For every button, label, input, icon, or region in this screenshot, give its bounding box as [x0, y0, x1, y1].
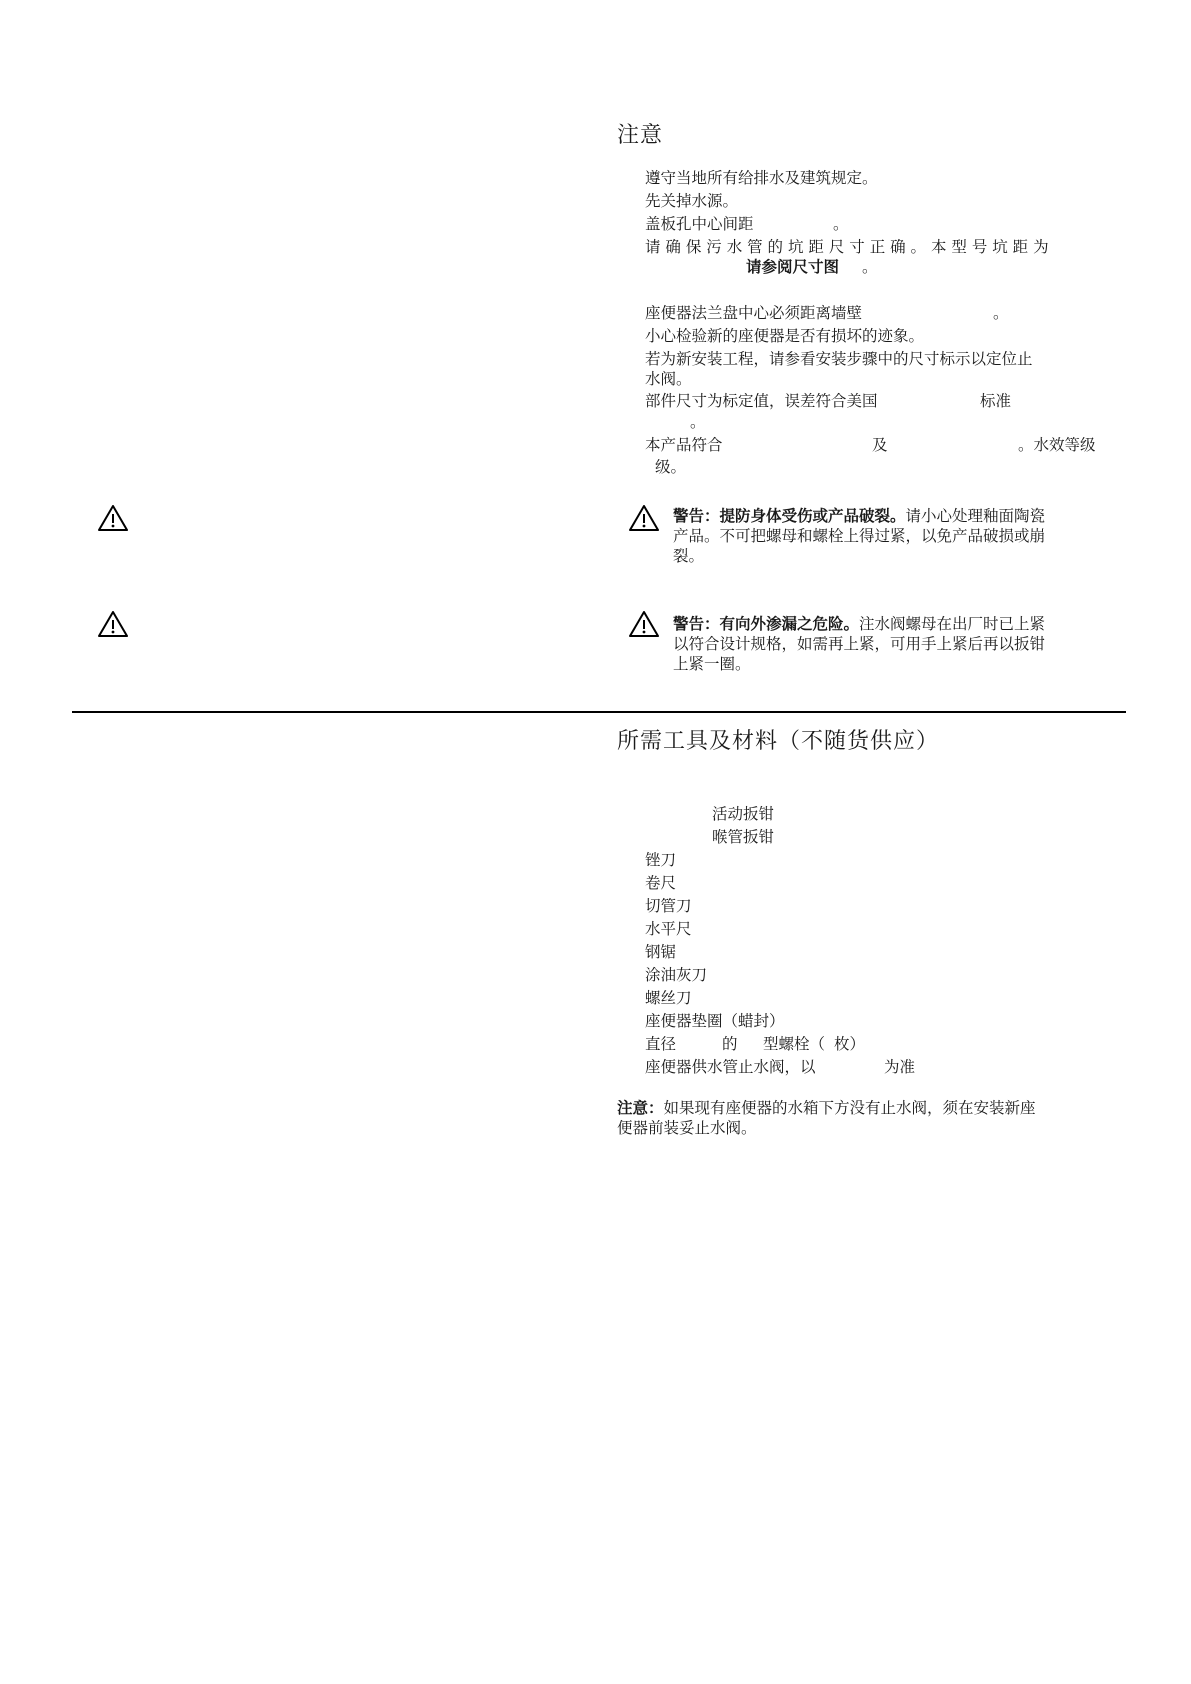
warning-2-line2: 以符合设计规格，如需再上紧，可用手上紧后再以扳钳	[673, 635, 1046, 653]
tool-item-5: 切管刀	[645, 897, 692, 915]
notice-item-1: 遵守当地所有给排水及建筑规定。	[645, 169, 878, 187]
notice-item-8-std: 标准	[980, 392, 1012, 410]
notice-item-4-ref: 请参阅尺寸图	[746, 258, 840, 276]
tool-item-2: 喉管扳钳	[712, 828, 775, 846]
warning-2-text	[673, 614, 1111, 674]
tool-item-8: 涂油灰刀	[645, 966, 708, 984]
tool-item-7: 钢锯	[645, 943, 677, 961]
notice-item-9-end: 级。	[655, 458, 687, 476]
tool-item-11-a: 直径	[645, 1035, 677, 1053]
tool-item-12-b: 为准	[884, 1058, 916, 1076]
warning-triangle-icon	[628, 610, 660, 638]
notice-item-7: 若为新安装工程，请参看安装步骤中的尺寸标示以定位止	[645, 350, 1033, 368]
tool-item-11-c: 型螺栓（	[763, 1035, 826, 1053]
notice-item-9: 本产品符合	[645, 436, 723, 454]
warning-1-text	[673, 506, 1111, 566]
tool-item-1: 活动扳钳	[712, 805, 775, 823]
tool-item-3: 锉刀	[645, 851, 677, 869]
section-divider	[72, 711, 1126, 713]
tool-item-12-a: 座便器供水管止水阀，以	[645, 1058, 816, 1076]
warning-triangle-icon	[97, 610, 129, 638]
tool-item-11-b: 的	[722, 1035, 738, 1053]
warning-1-line3: 裂。	[673, 547, 705, 565]
warning-1-line1: 请小心处理釉面陶瓷	[905, 507, 1046, 525]
tools-note-line2: 便器前装妥止水阀。	[617, 1119, 757, 1137]
tools-note-line1: 如果现有座便器的水箱下方没有止水阀，须在安装新座	[663, 1099, 1036, 1117]
notice-item-6: 小心检验新的座便器是否有损坏的迹象。	[645, 327, 925, 345]
warning-triangle-icon	[97, 504, 129, 532]
tools-heading: 所需工具及材料（不随货供应）	[617, 729, 940, 754]
notice-item-5: 座便器法兰盘中心必须距离墙壁	[645, 304, 863, 322]
notice-item-3: 盖板孔中心间距	[645, 215, 754, 233]
notice-item-3-end: 。	[833, 215, 849, 233]
warning-1-title: 警告：提防身体受伤或产品破裂。	[673, 507, 906, 525]
tool-item-10: 座便器垫圈（蜡封）	[645, 1012, 785, 1030]
notice-item-9-and: 及	[872, 436, 888, 454]
warning-1-line2: 产品。不可把螺母和螺栓上得过紧，以免产品破损或崩	[673, 527, 1046, 545]
notice-item-4: 请 确 保 污 水 管 的 坑 距 尺 寸 正 确 。 本 型 号 坑 距 为	[645, 238, 1049, 256]
notice-item-5-end: 。	[993, 304, 1009, 322]
tools-note-label: 注意：	[617, 1099, 664, 1117]
notice-item-4-end: 。	[862, 258, 878, 276]
notice-item-9-grade: 。水效等级	[1018, 436, 1096, 454]
tools-note	[617, 1098, 1112, 1138]
notice-heading: 注意	[617, 123, 664, 148]
warning-2-line3: 上紧一圈。	[673, 655, 751, 673]
notice-item-7-cont: 水阀。	[645, 370, 692, 388]
warning-2-line1: 注水阀螺母在出厂时已上紧	[859, 615, 1046, 633]
notice-item-8: 部件尺寸为标定值，误差符合美国	[645, 392, 878, 410]
warning-triangle-icon	[628, 504, 660, 532]
tool-item-4: 卷尺	[645, 874, 677, 892]
warning-2-title: 警告：有向外渗漏之危险。	[673, 615, 860, 633]
tool-item-11-d: 枚）	[834, 1035, 866, 1053]
notice-item-2: 先关掉水源。	[645, 192, 739, 210]
tool-item-6: 水平尺	[645, 920, 692, 938]
notice-item-8-end: 。	[690, 413, 706, 431]
tool-item-9: 螺丝刀	[645, 989, 692, 1007]
